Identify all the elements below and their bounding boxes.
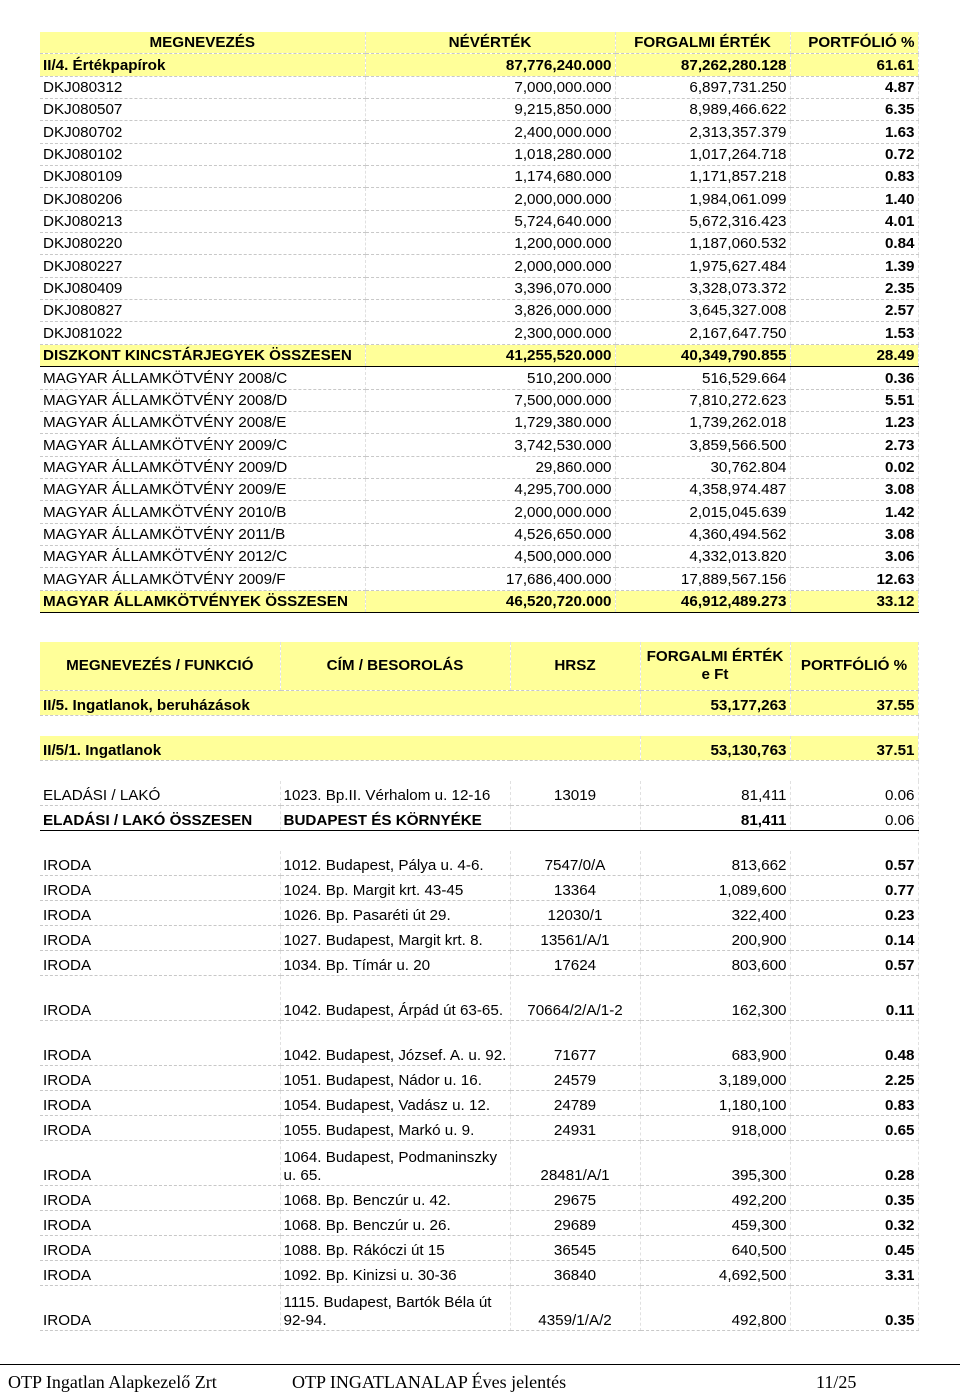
table-row <box>40 1211 918 1236</box>
row-market-value: 3,859,566.500 <box>615 434 790 456</box>
row-hrsz: 12030/1 <box>510 901 640 926</box>
row-market-value: 6,897,731.250 <box>615 76 790 98</box>
table-row <box>40 121 918 143</box>
table-row <box>40 1236 918 1261</box>
row-portfolio-pct: 0.84 <box>790 233 918 255</box>
row-name: MAGYAR ÁLLAMKÖTVÉNY 2009/D <box>40 456 365 478</box>
row-name: ELADÁSI / LAKÓ <box>40 781 280 806</box>
table-row <box>40 143 918 165</box>
table-row <box>40 411 918 433</box>
row-nominal-value: 5,724,640.000 <box>365 210 615 232</box>
header-hrsz: HRSZ <box>510 642 640 691</box>
row-market-value: 3,189,000 <box>640 1066 790 1091</box>
row-portfolio-pct: 0.45 <box>790 1236 918 1261</box>
total-row <box>40 344 918 366</box>
row-portfolio-pct: 0.06 <box>790 806 918 831</box>
row-nominal-value: 4,295,700.000 <box>365 478 615 500</box>
row-nominal-value: 2,300,000.000 <box>365 322 615 344</box>
table-row <box>40 255 918 277</box>
row-address: 1042. Budapest, József. A. u. 92. <box>280 1021 510 1066</box>
row-market-value: 46,912,489.273 <box>615 590 790 612</box>
row-address: 1054. Budapest, Vadász u. 12. <box>280 1091 510 1116</box>
row-name: MAGYAR ÁLLAMKÖTVÉNY 2008/C <box>40 367 365 389</box>
row-address: 1092. Bp. Kinizsi u. 30-36 <box>280 1261 510 1286</box>
header-market-line2: e Ft <box>701 666 729 683</box>
property-header-row <box>40 642 918 691</box>
row-hrsz <box>510 806 640 831</box>
row-address: 1012. Budapest, Pálya u. 4-6. <box>280 851 510 876</box>
row-portfolio-pct: 0.65 <box>790 1116 918 1141</box>
row-market-value: 492,800 <box>640 1286 790 1331</box>
table-row <box>40 1091 918 1116</box>
row-hrsz: 29675 <box>510 1186 640 1211</box>
row-nominal-value: 1,200,000.000 <box>365 233 615 255</box>
table-row <box>40 99 918 121</box>
row-name: DKJ080213 <box>40 210 365 232</box>
row-portfolio-pct: 0.77 <box>790 876 918 901</box>
row-nominal-value: 87,776,240.000 <box>365 54 615 76</box>
row-portfolio-pct: 3.31 <box>790 1261 918 1286</box>
row-portfolio-pct: 33.12 <box>790 590 918 612</box>
row-market-value: 4,332,013.820 <box>615 545 790 567</box>
table-row <box>40 233 918 255</box>
section-pct: 37.55 <box>790 691 918 716</box>
row-market-value: 492,200 <box>640 1186 790 1211</box>
row-name: DKJ080409 <box>40 277 365 299</box>
row-address: 1042. Budapest, Árpád út 63-65. <box>280 976 510 1021</box>
row-nominal-value: 2,000,000.000 <box>365 501 615 523</box>
table-row <box>40 901 918 926</box>
row-hrsz: 4359/1/A/2 <box>510 1286 640 1331</box>
table-row <box>40 781 918 806</box>
row-market-value: 7,810,272.623 <box>615 389 790 411</box>
row-name: IRODA <box>40 926 280 951</box>
row-portfolio-pct: 2.25 <box>790 1066 918 1091</box>
table-row <box>40 1116 918 1141</box>
property-table <box>40 642 919 1331</box>
row-portfolio-pct: 5.51 <box>790 389 918 411</box>
row-nominal-value: 7,000,000.000 <box>365 76 615 98</box>
row-market-value: 1,171,857.218 <box>615 166 790 188</box>
row-nominal-value: 17,686,400.000 <box>365 568 615 590</box>
row-market-value: 3,645,327.008 <box>615 300 790 322</box>
row-nominal-value: 4,526,650.000 <box>365 523 615 545</box>
row-name: IRODA <box>40 1091 280 1116</box>
row-address: 1055. Budapest, Markó u. 9. <box>280 1116 510 1141</box>
row-name: IRODA <box>40 1236 280 1261</box>
row-portfolio-pct: 1.39 <box>790 255 918 277</box>
row-name: MAGYAR ÁLLAMKÖTVÉNY 2008/D <box>40 389 365 411</box>
row-portfolio-pct: 0.35 <box>790 1286 918 1331</box>
row-market-value: 1,984,061.099 <box>615 188 790 210</box>
row-portfolio-pct: 1.23 <box>790 411 918 433</box>
row-market-value: 4,358,974.487 <box>615 478 790 500</box>
row-portfolio-pct: 2.73 <box>790 434 918 456</box>
row-address: 1088. Bp. Rákóczi út 15 <box>280 1236 510 1261</box>
section-name: II/5. Ingatlanok, beruházások <box>40 691 640 716</box>
row-portfolio-pct: 1.40 <box>790 188 918 210</box>
row-name: MAGYAR ÁLLAMKÖTVÉNY 2011/B <box>40 523 365 545</box>
subsection-value: 53,130,763 <box>640 736 790 761</box>
table-row <box>40 1141 918 1186</box>
row-name: DKJ080312 <box>40 76 365 98</box>
row-nominal-value: 1,018,280.000 <box>365 143 615 165</box>
table-row <box>40 926 918 951</box>
row-name: IRODA <box>40 1141 280 1186</box>
table-row <box>40 1186 918 1211</box>
row-market-value: 1,975,627.484 <box>615 255 790 277</box>
table-row <box>40 1066 918 1091</box>
subsection-name: II/5/1. Ingatlanok <box>40 736 640 761</box>
securities-header-row <box>40 32 918 54</box>
securities-table <box>40 32 919 613</box>
row-name: DKJ080507 <box>40 99 365 121</box>
row-nominal-value: 29,860.000 <box>365 456 615 478</box>
row-portfolio-pct: 0.72 <box>790 143 918 165</box>
row-portfolio-pct: 1.53 <box>790 322 918 344</box>
row-portfolio-pct: 3.08 <box>790 523 918 545</box>
row-nominal-value: 3,826,000.000 <box>365 300 615 322</box>
row-nominal-value: 46,520,720.000 <box>365 590 615 612</box>
row-nominal-value: 510,200.000 <box>365 367 615 389</box>
row-name: DKJ080702 <box>40 121 365 143</box>
row-market-value: 516,529.664 <box>615 367 790 389</box>
row-market-value: 1,017,264.718 <box>615 143 790 165</box>
table-row <box>40 166 918 188</box>
row-name: MAGYAR ÁLLAMKÖTVÉNY 2010/B <box>40 501 365 523</box>
row-name: IRODA <box>40 1116 280 1141</box>
row-market-value: 4,692,500 <box>640 1261 790 1286</box>
row-market-value: 30,762.804 <box>615 456 790 478</box>
table-row <box>40 300 918 322</box>
row-name: IRODA <box>40 951 280 976</box>
row-portfolio-pct: 0.11 <box>790 976 918 1021</box>
row-market-value: 40,349,790.855 <box>615 344 790 366</box>
row-market-value: 803,600 <box>640 951 790 976</box>
row-market-value: 17,889,567.156 <box>615 568 790 590</box>
header-pct: PORTFÓLIÓ % <box>790 642 918 691</box>
table-row <box>40 322 918 344</box>
row-address: 1024. Bp. Margit krt. 43-45 <box>280 876 510 901</box>
row-portfolio-pct: 0.28 <box>790 1141 918 1186</box>
row-name: MAGYAR ÁLLAMKÖTVÉNY 2008/E <box>40 411 365 433</box>
row-name: DKJ080102 <box>40 143 365 165</box>
row-hrsz: 29689 <box>510 1211 640 1236</box>
row-market-value: 87,262,280.128 <box>615 54 790 76</box>
row-name: DKJ080227 <box>40 255 365 277</box>
row-market-value: 683,900 <box>640 1021 790 1066</box>
row-name: DKJ080220 <box>40 233 365 255</box>
table-row <box>40 389 918 411</box>
row-portfolio-pct: 0.83 <box>790 1091 918 1116</box>
table-row <box>40 951 918 976</box>
row-address: BUDAPEST ÉS KÖRNYÉKE <box>280 806 510 831</box>
table-row <box>40 1021 918 1066</box>
row-market-value: 2,015,045.639 <box>615 501 790 523</box>
row-market-value: 81,411 <box>640 806 790 831</box>
row-name: MAGYAR ÁLLAMKÖTVÉNYEK ÖSSZESEN <box>40 590 365 612</box>
subsection-row <box>40 736 918 761</box>
section-row <box>40 691 918 716</box>
header-name: MEGNEVEZÉS / FUNKCIÓ <box>40 642 280 691</box>
row-nominal-value: 1,174,680.000 <box>365 166 615 188</box>
row-name: IRODA <box>40 1186 280 1211</box>
row-market-value: 8,989,466.622 <box>615 99 790 121</box>
row-market-value: 813,662 <box>640 851 790 876</box>
row-name: MAGYAR ÁLLAMKÖTVÉNY 2009/E <box>40 478 365 500</box>
table-row <box>40 277 918 299</box>
row-portfolio-pct: 2.35 <box>790 277 918 299</box>
row-name: MAGYAR ÁLLAMKÖTVÉNY 2009/F <box>40 568 365 590</box>
row-portfolio-pct: 1.63 <box>790 121 918 143</box>
row-market-value: 322,400 <box>640 901 790 926</box>
page-footer <box>0 1364 960 1396</box>
row-hrsz: 28481/A/1 <box>510 1141 640 1186</box>
section-row <box>40 54 918 76</box>
row-name: IRODA <box>40 851 280 876</box>
row-market-value: 200,900 <box>640 926 790 951</box>
table-row <box>40 478 918 500</box>
row-address: 1068. Bp. Benczúr u. 26. <box>280 1211 510 1236</box>
row-address: 1027. Budapest, Margit krt. 8. <box>280 926 510 951</box>
row-nominal-value: 4,500,000.000 <box>365 545 615 567</box>
table-row <box>40 210 918 232</box>
table-row <box>40 851 918 876</box>
row-market-value: 395,300 <box>640 1141 790 1186</box>
row-portfolio-pct: 6.35 <box>790 99 918 121</box>
row-name: IRODA <box>40 1261 280 1286</box>
row-portfolio-pct: 0.32 <box>790 1211 918 1236</box>
total-row <box>40 590 918 612</box>
row-market-value: 1,089,600 <box>640 876 790 901</box>
row-name: DKJ081022 <box>40 322 365 344</box>
row-market-value: 2,167,647.750 <box>615 322 790 344</box>
row-hrsz: 13364 <box>510 876 640 901</box>
row-nominal-value: 7,500,000.000 <box>365 389 615 411</box>
row-market-value: 5,672,316.423 <box>615 210 790 232</box>
row-portfolio-pct: 1.42 <box>790 501 918 523</box>
table-row <box>40 1261 918 1286</box>
row-hrsz: 24579 <box>510 1066 640 1091</box>
table-row <box>40 76 918 98</box>
row-hrsz: 17624 <box>510 951 640 976</box>
row-address: 1068. Bp. Benczúr u. 42. <box>280 1186 510 1211</box>
residential-total-row <box>40 806 918 831</box>
row-hrsz: 13561/A/1 <box>510 926 640 951</box>
row-market-value: 640,500 <box>640 1236 790 1261</box>
row-name: II/4. Értékpapírok <box>40 54 365 76</box>
row-name: DKJ080109 <box>40 166 365 188</box>
table-row <box>40 1286 918 1331</box>
header-nominal: NÉVÉRTÉK <box>365 32 615 54</box>
footer-company: OTP Ingatlan Alapkezelő Zrt <box>8 1372 217 1392</box>
header-pct: PORTFÓLIÓ % <box>790 32 918 54</box>
row-portfolio-pct: 0.02 <box>790 456 918 478</box>
row-market-value: 1,180,100 <box>640 1091 790 1116</box>
row-nominal-value: 9,215,850.000 <box>365 99 615 121</box>
row-market-value: 2,313,357.379 <box>615 121 790 143</box>
row-hrsz: 24931 <box>510 1116 640 1141</box>
table-row <box>40 976 918 1021</box>
header-name: MEGNEVEZÉS <box>40 32 365 54</box>
row-hrsz: 24789 <box>510 1091 640 1116</box>
row-name: IRODA <box>40 1286 280 1331</box>
row-name: MAGYAR ÁLLAMKÖTVÉNY 2012/C <box>40 545 365 567</box>
row-name: IRODA <box>40 876 280 901</box>
row-portfolio-pct: 3.08 <box>790 478 918 500</box>
row-market-value: 918,000 <box>640 1116 790 1141</box>
row-portfolio-pct: 0.14 <box>790 926 918 951</box>
row-name: DKJ080827 <box>40 300 365 322</box>
row-portfolio-pct: 0.36 <box>790 367 918 389</box>
row-portfolio-pct: 4.87 <box>790 76 918 98</box>
row-portfolio-pct: 4.01 <box>790 210 918 232</box>
row-hrsz: 7547/0/A <box>510 851 640 876</box>
row-nominal-value: 41,255,520.000 <box>365 344 615 366</box>
row-portfolio-pct: 3.06 <box>790 545 918 567</box>
row-portfolio-pct: 0.48 <box>790 1021 918 1066</box>
header-address: CÍM / BESOROLÁS <box>280 642 510 691</box>
row-market-value: 4,360,494.562 <box>615 523 790 545</box>
row-portfolio-pct: 0.83 <box>790 166 918 188</box>
row-name: IRODA <box>40 901 280 926</box>
row-nominal-value: 2,000,000.000 <box>365 255 615 277</box>
header-market-value <box>640 642 790 691</box>
row-name: IRODA <box>40 1021 280 1066</box>
table-row <box>40 456 918 478</box>
row-nominal-value: 1,729,380.000 <box>365 411 615 433</box>
row-portfolio-pct: 0.35 <box>790 1186 918 1211</box>
row-market-value: 1,739,262.018 <box>615 411 790 433</box>
row-portfolio-pct: 0.06 <box>790 781 918 806</box>
row-portfolio-pct: 12.63 <box>790 568 918 590</box>
row-address: 1115. Budapest, Bartók Béla út 92-94. <box>280 1286 510 1331</box>
row-nominal-value: 2,000,000.000 <box>365 188 615 210</box>
spacer-cell <box>40 831 918 852</box>
row-name: IRODA <box>40 1211 280 1236</box>
header-market-line1: FORGALMI ÉRTÉK <box>646 648 784 665</box>
footer-report: OTP INGATLANALAP Éves jelentés <box>292 1372 567 1392</box>
row-portfolio-pct: 0.57 <box>790 951 918 976</box>
row-market-value: 162,300 <box>640 976 790 1021</box>
header-market: FORGALMI ÉRTÉK <box>615 32 790 54</box>
table-row <box>40 568 918 590</box>
section-value: 53,177,263 <box>640 691 790 716</box>
table-row <box>40 876 918 901</box>
row-hrsz: 36840 <box>510 1261 640 1286</box>
row-market-value: 1,187,060.532 <box>615 233 790 255</box>
table-row <box>40 188 918 210</box>
subsection-pct: 37.51 <box>790 736 918 761</box>
table-row <box>40 367 918 389</box>
row-name: ELADÁSI / LAKÓ ÖSSZESEN <box>40 806 280 831</box>
spacer-row <box>40 831 918 852</box>
row-address: 1051. Budapest, Nádor u. 16. <box>280 1066 510 1091</box>
table-row <box>40 523 918 545</box>
row-name: DISZKONT KINCSTÁRJEGYEK ÖSSZESEN <box>40 344 365 366</box>
row-nominal-value: 3,742,530.000 <box>365 434 615 456</box>
table-row <box>40 434 918 456</box>
table-row <box>40 545 918 567</box>
row-portfolio-pct: 28.49 <box>790 344 918 366</box>
row-hrsz: 36545 <box>510 1236 640 1261</box>
row-market-value: 81,411 <box>640 781 790 806</box>
row-name: IRODA <box>40 976 280 1021</box>
row-hrsz: 71677 <box>510 1021 640 1066</box>
row-market-value: 459,300 <box>640 1211 790 1236</box>
row-name: DKJ080206 <box>40 188 365 210</box>
row-portfolio-pct: 2.57 <box>790 300 918 322</box>
row-market-value: 3,328,073.372 <box>615 277 790 299</box>
row-address: 1064. Budapest, Podmaninszky u. 65. <box>280 1141 510 1186</box>
row-hrsz: 70664/2/A/1-2 <box>510 976 640 1021</box>
row-hrsz: 13019 <box>510 781 640 806</box>
row-portfolio-pct: 61.61 <box>790 54 918 76</box>
row-portfolio-pct: 0.57 <box>790 851 918 876</box>
row-address: 1034. Bp. Tímár u. 20 <box>280 951 510 976</box>
footer-page-number: 11/25 <box>816 1372 857 1392</box>
row-address: 1026. Bp. Pasaréti út 29. <box>280 901 510 926</box>
table-row <box>40 501 918 523</box>
row-address: 1023. Bp.II. Vérhalom u. 12-16 <box>280 781 510 806</box>
row-name: IRODA <box>40 1066 280 1091</box>
row-nominal-value: 2,400,000.000 <box>365 121 615 143</box>
row-nominal-value: 3,396,070.000 <box>365 277 615 299</box>
row-portfolio-pct: 0.23 <box>790 901 918 926</box>
row-name: MAGYAR ÁLLAMKÖTVÉNY 2009/C <box>40 434 365 456</box>
